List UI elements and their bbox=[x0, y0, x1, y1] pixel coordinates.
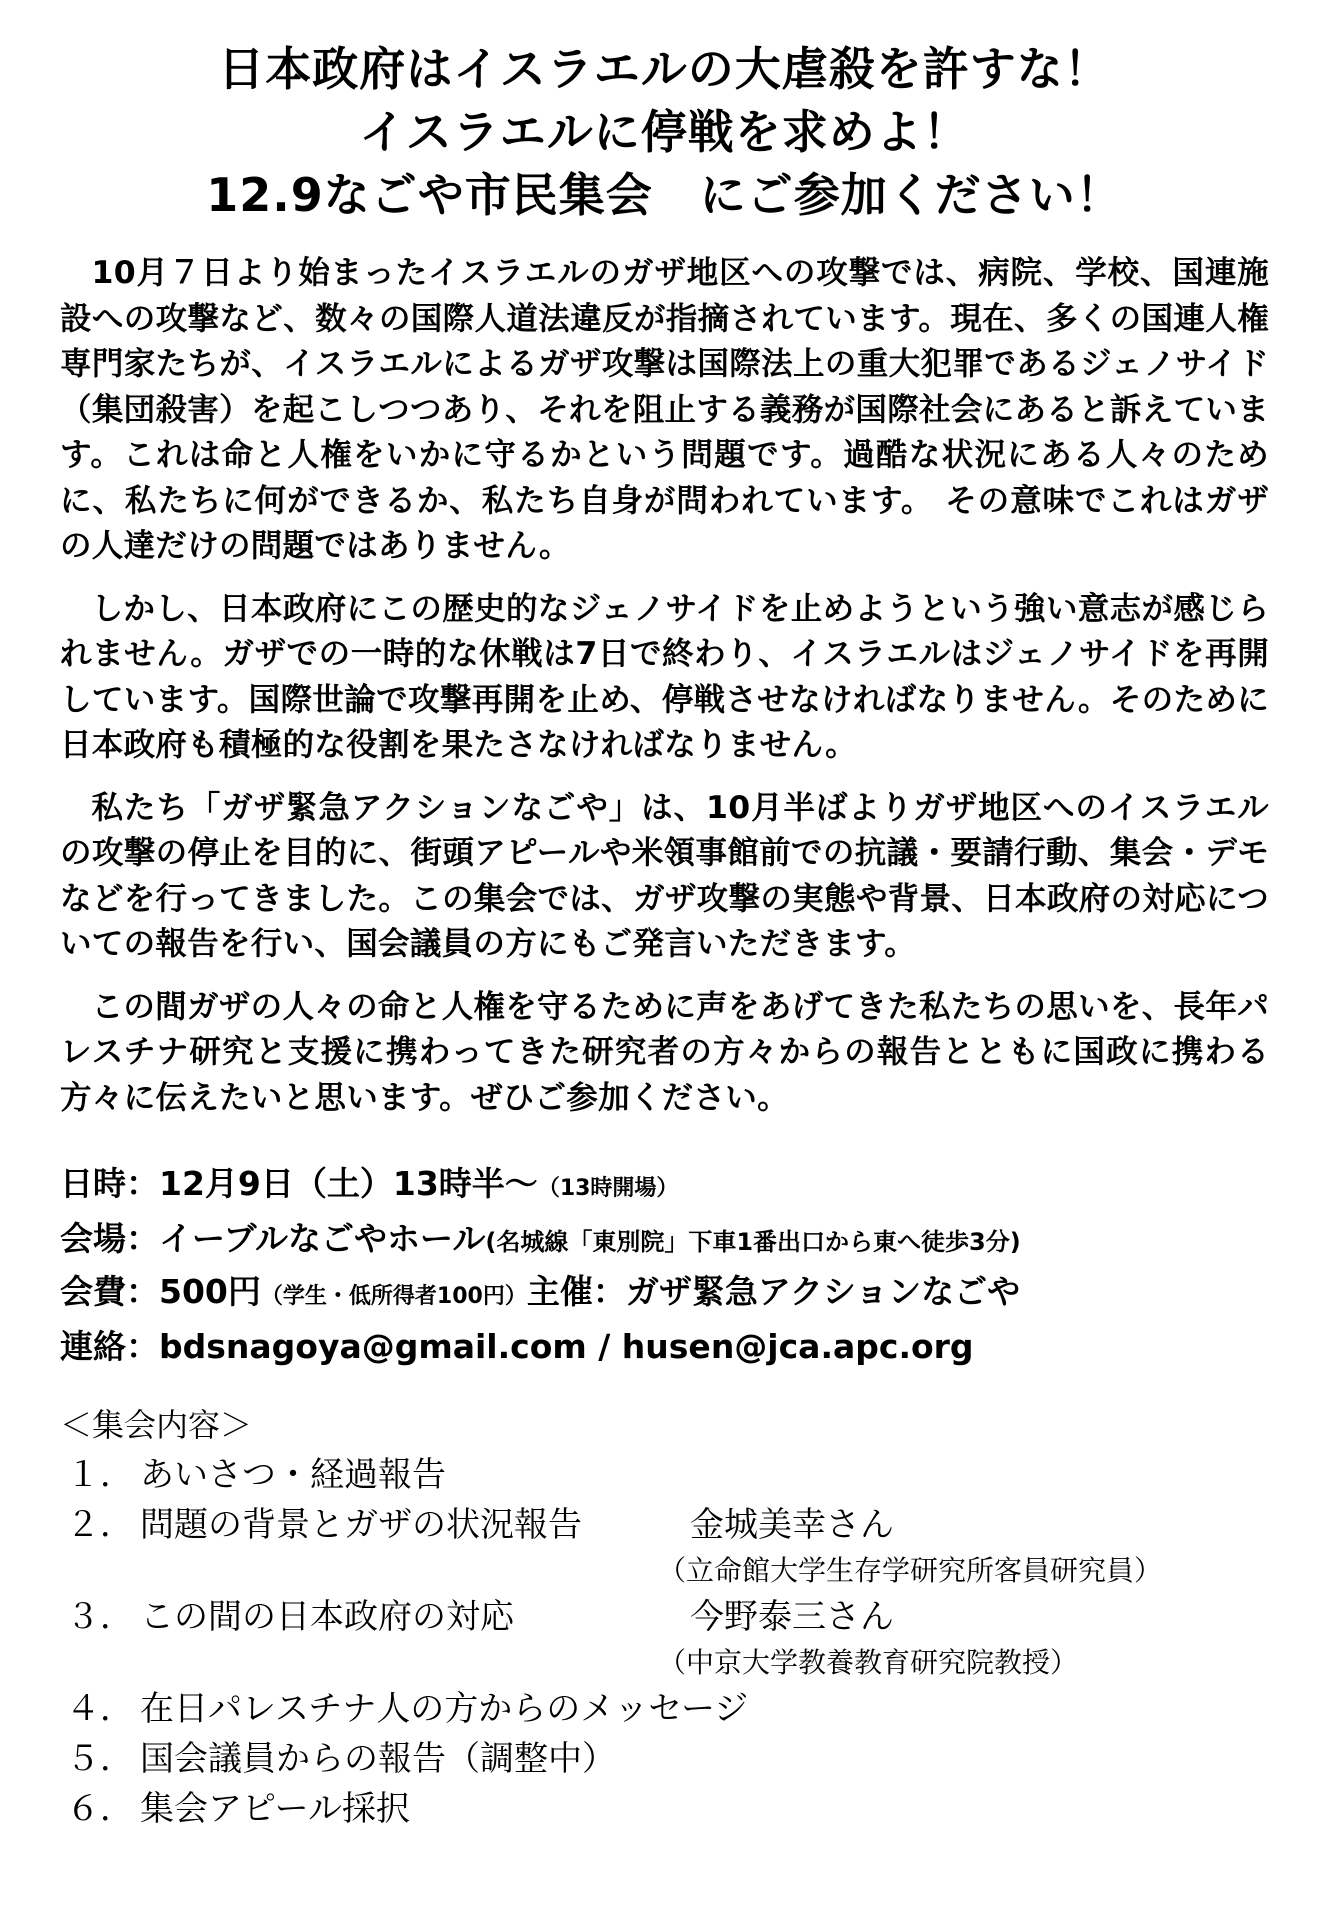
datetime-note: （13時開場） bbox=[537, 1176, 679, 1201]
program-item-text: あいさつ・経過報告 bbox=[140, 1455, 446, 1495]
speaker-affiliation: （中京大学教養教育研究院教授） bbox=[658, 1646, 1079, 1679]
title-line-1: 日本政府はイスラエルの大虐殺を許すな！ bbox=[218, 42, 1111, 96]
program-item-text: 国会議員からの報告（調整中） bbox=[140, 1739, 616, 1779]
program-item bbox=[60, 1734, 1269, 1784]
paragraph-4: この間ガザの人々の命と人権を守るために声をあげてきた私たちの思いを、長年パレスチナ研究と支援に携わってきた研究者の方々からの報告とともに国政に携わる方々に伝えたいと思います。ぜひご参加ください。 bbox=[60, 988, 1269, 1116]
paragraph-3: 私たち「ガザ緊急アクションなごや」は、10月半ばよりガザ地区へのイスラエルの攻撃の停止を目的に、街頭アピールや米領事館前での抗議・要請行動、集会・デモなどを行ってきました。この集会では、ガザ攻撃の実態や背景、日本政府の対応についての報告を行い、国会議員の方にもご発言いただきます。 bbox=[60, 789, 1269, 962]
program-item-number: ５． bbox=[66, 1739, 134, 1779]
title-line-3: 12.9なごや市民集会 にご参加ください！ bbox=[206, 168, 1123, 222]
venue-label: 会場： bbox=[60, 1219, 159, 1258]
organizer-label: 主催： bbox=[526, 1272, 626, 1311]
fee-label: 会費： bbox=[60, 1272, 159, 1311]
event-info bbox=[60, 1159, 1269, 1372]
speaker-affiliation: （立命館大学生存学研究所客員研究員） bbox=[658, 1554, 1163, 1587]
contact-label: 連絡： bbox=[60, 1327, 159, 1366]
program-section bbox=[60, 1400, 1269, 1834]
venue-value: イーブルなごやホール bbox=[159, 1219, 486, 1258]
program-item-number: ４． bbox=[66, 1689, 134, 1729]
program-item bbox=[60, 1784, 1269, 1834]
venue-note: (名城線「東別院」下車1番出口から東へ徒歩3分) bbox=[485, 1228, 1021, 1256]
program-item bbox=[60, 1592, 1269, 1642]
body-text bbox=[60, 251, 1269, 1121]
program-item-number: １． bbox=[66, 1455, 134, 1495]
datetime-value: 12月9日（土）13時半～ bbox=[159, 1164, 538, 1203]
program-item-number: ３． bbox=[66, 1597, 134, 1637]
program-item-text: 在日パレスチナ人の方からのメッセージ bbox=[140, 1689, 749, 1729]
fee-note: （学生・低所得者100円） bbox=[260, 1284, 527, 1309]
organizer-value: ガザ緊急アクションなごや bbox=[625, 1272, 1021, 1311]
program-item-number: ６． bbox=[66, 1789, 134, 1829]
paragraph-2: しかし、日本政府にこの歴史的なジェノサイドを止めようという強い意志が感じられません。ガザでの一時的な休戦は7日で終わり、イスラエルはジェノサイドを再開しています。国際世論で攻撃再開を止め、停戦させなければなりません。そのために日本政府も積極的な役割を果たさなければなりません。 bbox=[60, 590, 1269, 763]
program-item-text: 問題の背景とガザの状況報告 bbox=[140, 1505, 582, 1545]
fee-row bbox=[60, 1267, 1269, 1322]
speaker-name: 今野泰三さん bbox=[690, 1597, 894, 1637]
program-item bbox=[60, 1450, 1269, 1500]
paragraph-1: 10月７日より始まったイスラエルのガザ地区への攻撃では、病院、学校、国連施設への攻撃など、数々の国際人道法違反が指摘されています。現在、多くの国連人権専門家たちが、イスラエルによるガザ攻撃は国際法上の重大犯罪であるジェノサイド（集団殺害）を起こしつつあり、それを阻止する義務が国際社会にあると訴えています。これは命と人権をいかに守るかという問題です。過酷な状況にある人々のために、私たちに何ができるか、私たち自身が問われています。 その意味でこれはガザの人達だけの問題ではありません。 bbox=[60, 255, 1269, 564]
contact-value: bdsnagoya@gmail.com / husen@jca.apc.org bbox=[159, 1327, 974, 1366]
program-heading: ＜集会内容＞ bbox=[60, 1406, 253, 1444]
datetime-row bbox=[60, 1159, 1269, 1214]
contact-row bbox=[60, 1322, 1269, 1372]
program-item-number: ２． bbox=[66, 1505, 134, 1545]
program-item bbox=[60, 1500, 1269, 1550]
datetime-label: 日時： bbox=[60, 1164, 159, 1203]
speaker-name: 金城美幸さん bbox=[690, 1505, 894, 1545]
program-item-text: 集会アピール採択 bbox=[140, 1789, 410, 1829]
fee-value: 500円 bbox=[159, 1272, 261, 1311]
program-item bbox=[60, 1684, 1269, 1734]
flyer-title bbox=[60, 38, 1269, 227]
program-item-text: この間の日本政府の対応 bbox=[140, 1597, 514, 1637]
title-line-2: イスラエルに停戦を求めよ！ bbox=[359, 105, 970, 159]
venue-row bbox=[60, 1214, 1269, 1267]
